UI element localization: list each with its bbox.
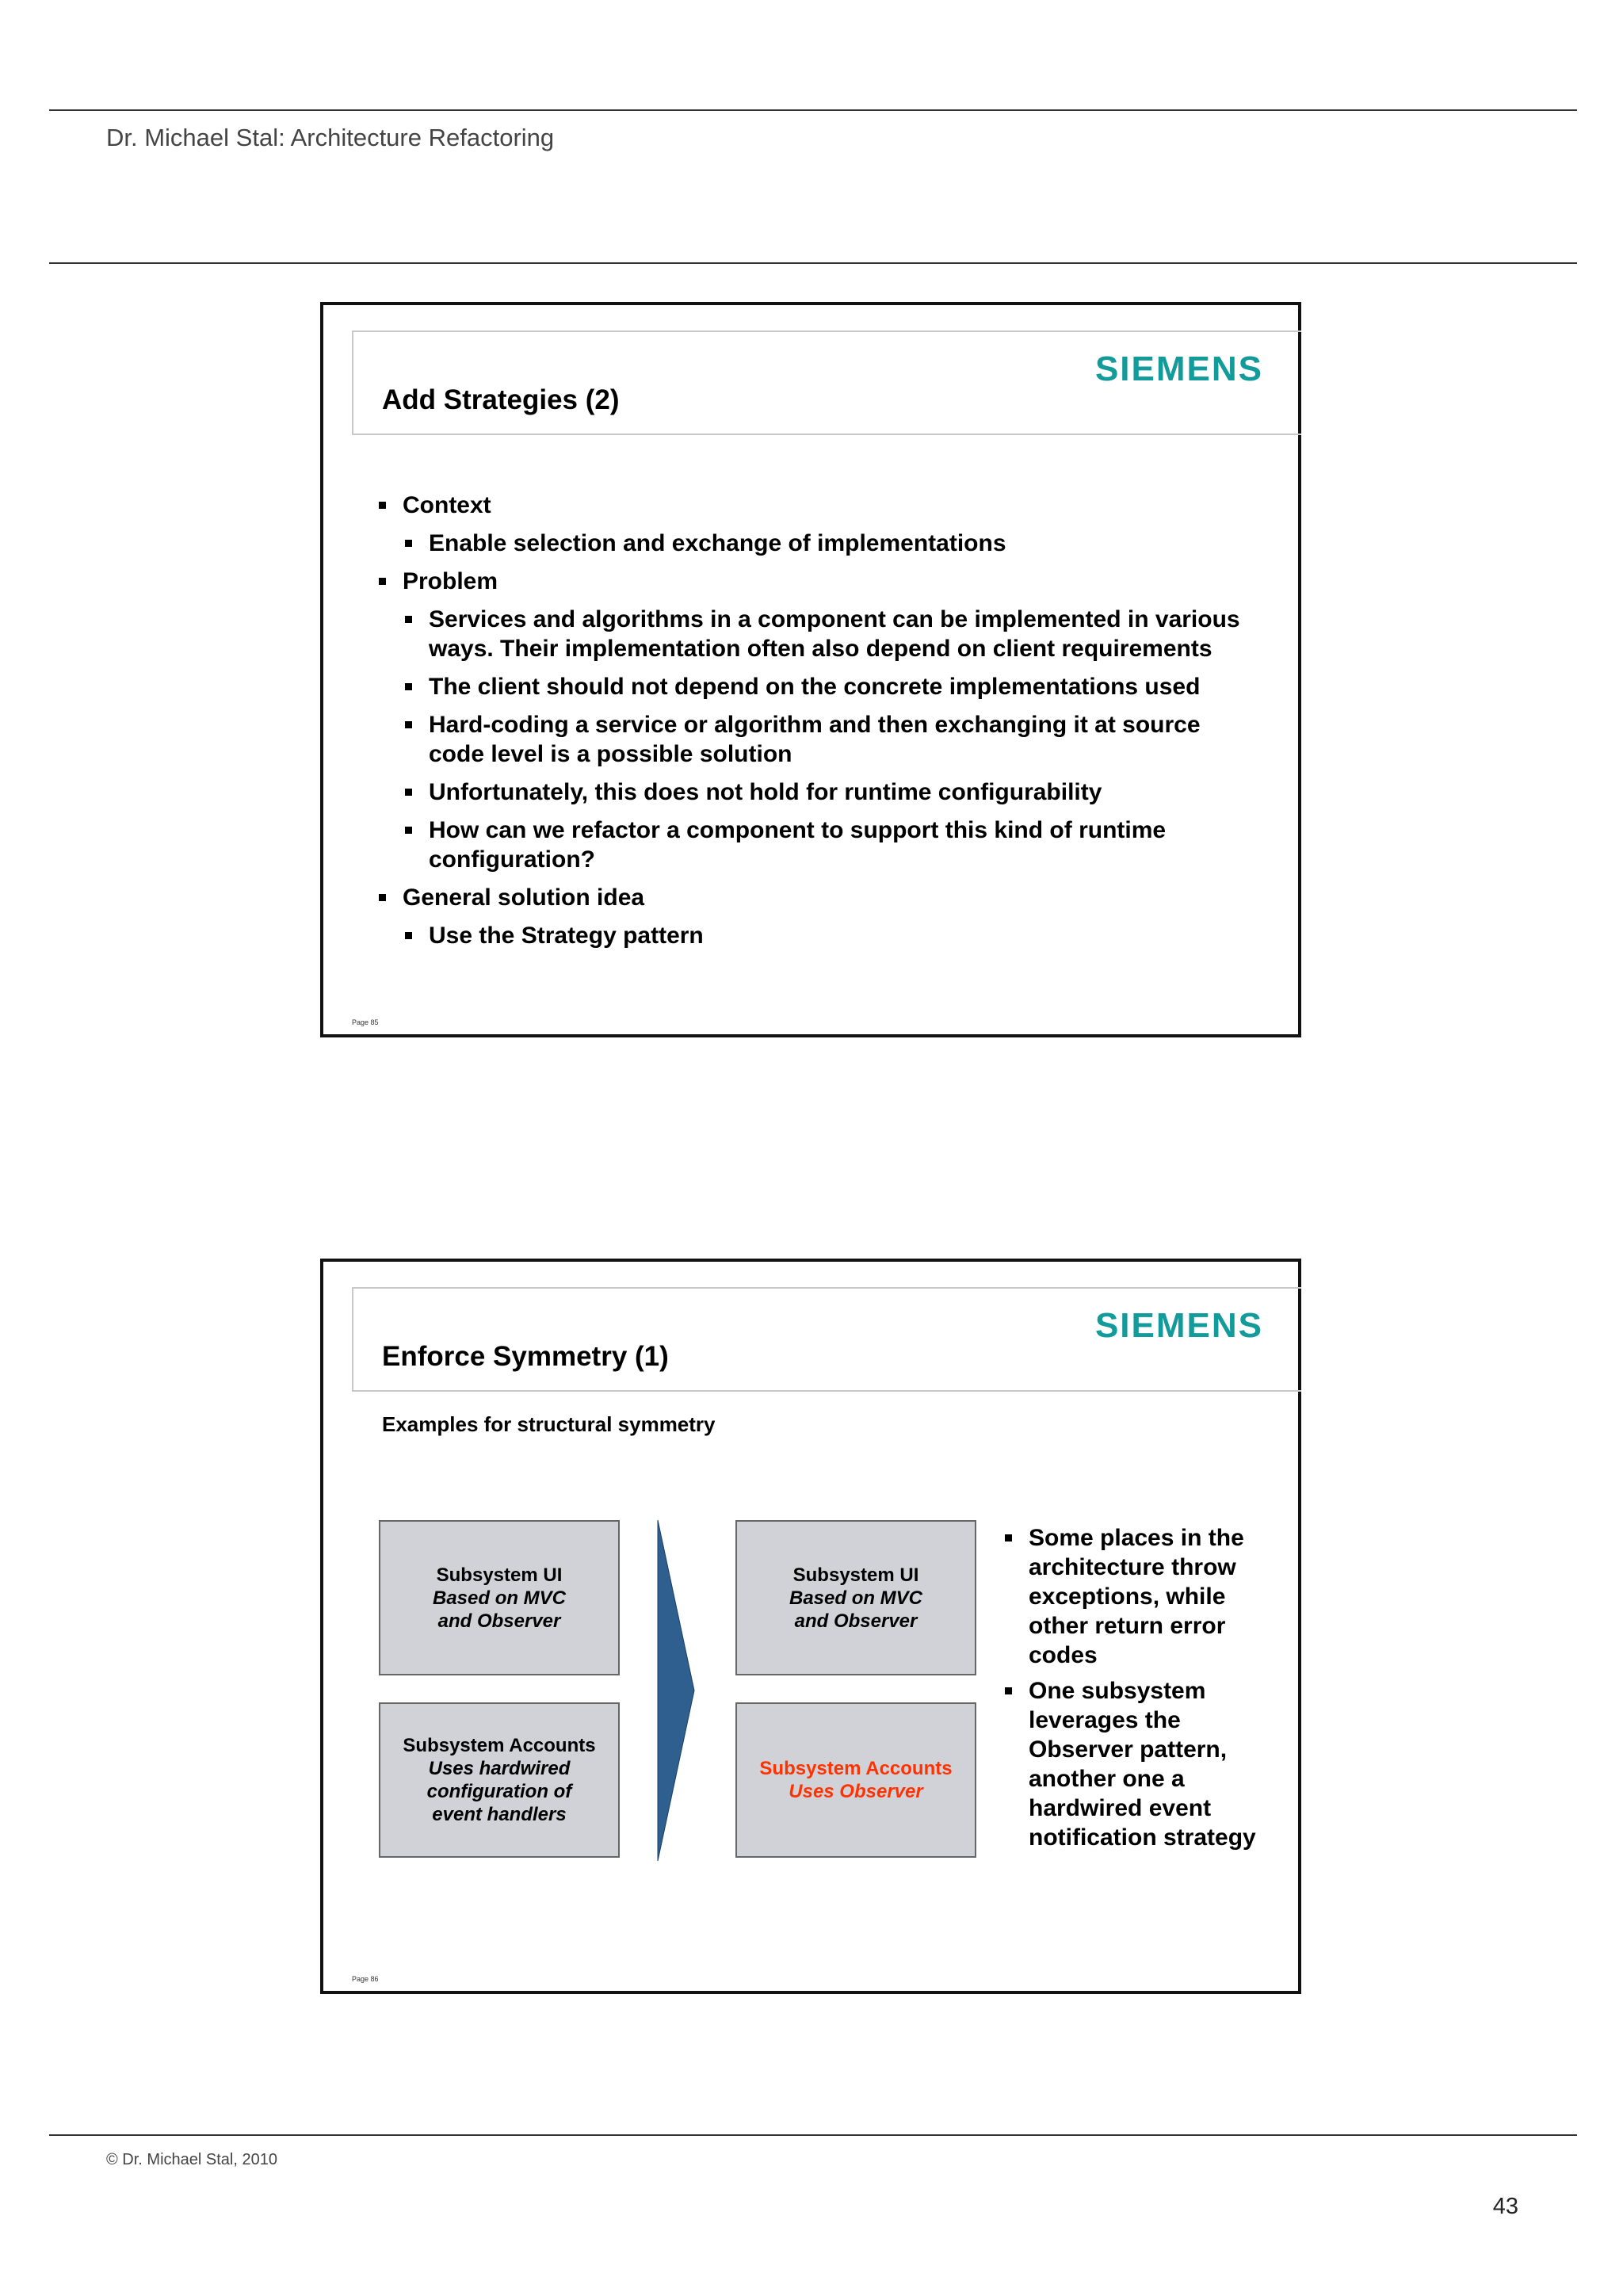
sub-bullet-item: Services and algorithms in a component can be implemented in various ways. Their implementation often also depend on client requirements <box>379 605 1258 663</box>
right-box-accounts-highlighted <box>735 1702 976 1858</box>
siemens-logo: SIEMENS <box>1094 1306 1263 1345</box>
bullet-item: General solution idea <box>379 883 1258 912</box>
box-detail: Uses Observer <box>789 1781 923 1802</box>
sub-bullet-item: Use the Strategy pattern <box>379 921 1258 950</box>
siemens-logo: SIEMENS <box>1094 350 1263 388</box>
bullet-item: One subsystem leverages the Observer pattern, another one a hardwired event notification strategy <box>1005 1676 1266 1852</box>
slide-title: Enforce Symmetry (1) <box>382 1341 669 1372</box>
bullet-item: Some places in the architecture throw exceptions, while other return error codes <box>1005 1523 1266 1670</box>
sub-bullet-item: Enable selection and exchange of implementations <box>379 529 1258 558</box>
page-number: 43 <box>1492 2194 1518 2219</box>
box-detail: Based on MVC and Observer <box>432 1587 567 1632</box>
slide-enforce-symmetry <box>320 1259 1301 1994</box>
slide-title: Add Strategies (2) <box>382 384 620 415</box>
box-detail: Uses hardwired configuration of event handlers <box>426 1758 572 1825</box>
sub-bullet-item: Hard-coding a service or algorithm and then exchanging it at source code level is a possible solution <box>379 710 1258 769</box>
footer-rule <box>49 2134 1577 2136</box>
header-bottom-rule <box>49 262 1577 264</box>
left-box-ui <box>379 1520 620 1675</box>
side-bullet-list <box>1005 1523 1266 1859</box>
right-box-ui <box>735 1520 976 1675</box>
sub-bullet-item: Unfortunately, this does not hold for runtime configurability <box>379 777 1258 807</box>
sub-bullet-item: The client should not depend on the concrete implementations used <box>379 672 1258 701</box>
box-title: Subsystem UI <box>436 1564 563 1586</box>
box-title: Subsystem Accounts <box>759 1758 953 1779</box>
header-top-rule <box>49 109 1577 111</box>
footer-copyright: © Dr. Michael Stal, 2010 <box>106 2151 277 2168</box>
slide-subtitle: Examples for structural symmetry <box>382 1412 716 1436</box>
slide-title-box <box>352 1287 1301 1392</box>
slide-title-box <box>352 330 1301 435</box>
bullet-item: Problem <box>379 567 1258 596</box>
transform-arrow-icon <box>656 1520 696 1861</box>
slide-page-label: Page 86 <box>352 1975 379 1983</box>
slide-page-label: Page 85 <box>352 1018 379 1026</box>
page-header-title: Dr. Michael Stal: Architecture Refactoring <box>106 124 555 151</box>
bullet-list <box>379 491 1258 959</box>
box-detail: Based on MVC and Observer <box>789 1587 923 1632</box>
left-box-accounts <box>379 1702 620 1858</box>
box-title: Subsystem UI <box>792 1564 919 1586</box>
sub-bullet-item: How can we refactor a component to support this kind of runtime configuration? <box>379 816 1258 874</box>
box-title: Subsystem Accounts <box>403 1735 596 1756</box>
bullet-item: Context <box>379 491 1258 520</box>
slide-add-strategies <box>320 302 1301 1037</box>
